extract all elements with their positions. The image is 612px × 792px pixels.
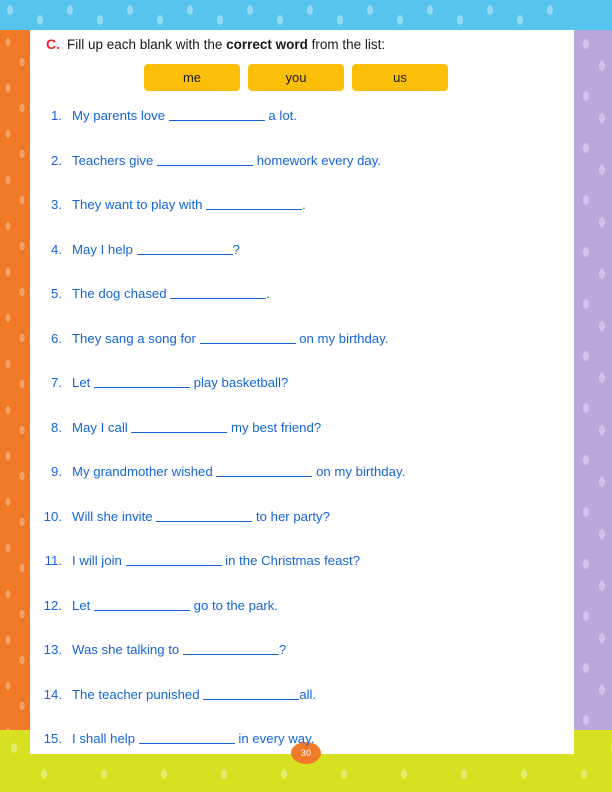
question-text-after: on my birthday. (295, 330, 389, 346)
question-text-before: They want to play with (72, 197, 207, 212)
answer-blank[interactable] (216, 463, 312, 477)
question-row (36, 419, 566, 464)
question-number: 13. (43, 642, 62, 657)
word-chip-me[interactable]: me (144, 64, 240, 91)
question-number: 14. (43, 686, 62, 702)
question-text (72, 152, 381, 168)
question-text-before: My parents love (72, 108, 169, 123)
left-orange-band (0, 30, 30, 730)
question-text-before: The teacher punished (72, 686, 204, 702)
question-text-before: Was she talking to (72, 642, 183, 657)
question-text-after: all. (299, 686, 317, 702)
question-text-before: My grandmother wished (72, 464, 217, 479)
question-number: 2. (51, 152, 62, 168)
question-text-before: May I call (72, 419, 132, 435)
answer-blank[interactable] (94, 597, 190, 611)
question-number: 8. (51, 419, 62, 435)
question-text-after: in every way. (234, 731, 315, 746)
question-text (72, 463, 405, 479)
question-text-before: I will join (72, 553, 126, 568)
answer-blank[interactable] (169, 107, 265, 121)
question-row (36, 730, 566, 775)
question-text (72, 196, 306, 212)
question-text (72, 374, 288, 390)
instruction-text (67, 37, 385, 52)
answer-blank[interactable] (170, 285, 266, 299)
question-text-before: They sang a song for (72, 330, 200, 346)
question-text-before: May I help (72, 241, 137, 257)
question-text (72, 508, 330, 524)
question-row (36, 641, 566, 686)
word-bank (26, 64, 566, 91)
question-text-after: homework every day. (253, 152, 382, 168)
question-number: 1. (51, 108, 62, 123)
question-text-after: go to the park. (190, 597, 278, 613)
answer-blank[interactable] (203, 686, 299, 700)
question-row (36, 152, 566, 197)
question-row (36, 196, 566, 241)
question-text-before: The dog chased (72, 286, 171, 301)
question-text-after: ? (278, 642, 287, 657)
question-text (72, 330, 388, 346)
question-text (72, 686, 316, 702)
word-chip-you[interactable]: you (248, 64, 344, 91)
question-number: 11. (44, 553, 62, 568)
word-chip-us[interactable]: us (352, 64, 448, 91)
question-number: 10. (43, 508, 62, 524)
question-text-after: to her party? (252, 508, 330, 524)
question-text (72, 419, 321, 435)
question-number: 7. (51, 375, 62, 390)
question-number: 9. (51, 464, 62, 479)
question-text-after: ? (232, 241, 240, 257)
question-number: 12. (43, 597, 62, 613)
question-row (36, 241, 566, 286)
question-row (36, 463, 566, 508)
question-row (36, 374, 566, 419)
question-row (36, 508, 566, 553)
question-text-after: . (266, 286, 270, 301)
right-lilac-band (574, 30, 612, 730)
question-text-after: a lot. (264, 108, 298, 123)
question-text-before: Let (72, 597, 94, 613)
instruction-text-pre: Fill up each blank with the (67, 37, 227, 52)
answer-blank[interactable] (206, 196, 302, 210)
question-text-after: my best friend? (227, 419, 322, 435)
question-row (36, 686, 566, 731)
question-text-before: I shall help (72, 731, 139, 746)
question-text (72, 107, 297, 123)
question-number: 5. (51, 286, 62, 301)
question-number: 4. (51, 241, 62, 257)
question-text-before: Will she invite (72, 508, 157, 524)
answer-blank[interactable] (137, 241, 233, 255)
question-list (36, 107, 566, 775)
question-text (72, 730, 314, 746)
answer-blank[interactable] (94, 374, 190, 388)
exercise-instruction (46, 36, 566, 52)
top-decorative-band (0, 0, 612, 30)
answer-blank[interactable] (200, 330, 296, 344)
answer-blank[interactable] (183, 641, 279, 655)
instruction-text-post: from the list: (307, 37, 386, 52)
question-text-after: play basketball? (190, 375, 289, 390)
page-number: 30 (291, 742, 321, 764)
top-band-pattern (0, 0, 612, 30)
worksheet-content (36, 36, 566, 746)
exercise-letter: C. (46, 36, 60, 52)
answer-blank[interactable] (156, 508, 252, 522)
question-number: 3. (51, 197, 62, 212)
question-text-before: Teachers give (72, 152, 158, 168)
answer-blank[interactable] (126, 552, 222, 566)
answer-blank[interactable] (139, 730, 235, 744)
question-row (36, 107, 566, 152)
question-number: 15. (43, 731, 62, 746)
question-row (36, 330, 566, 375)
question-text-before: Let (72, 375, 94, 390)
instruction-text-bold: correct word (226, 37, 308, 52)
answer-blank[interactable] (131, 419, 227, 433)
question-row (36, 285, 566, 330)
question-text (72, 285, 270, 301)
question-text (72, 241, 240, 257)
question-text (72, 597, 278, 613)
question-text (72, 641, 286, 657)
question-row (36, 552, 566, 597)
question-text (72, 552, 360, 568)
question-text-after: in the Christmas feast? (221, 553, 361, 568)
answer-blank[interactable] (157, 152, 253, 166)
question-number: 6. (51, 330, 62, 346)
question-row (36, 597, 566, 642)
question-text-after: on my birthday. (312, 464, 406, 479)
question-text-after: . (302, 197, 306, 212)
